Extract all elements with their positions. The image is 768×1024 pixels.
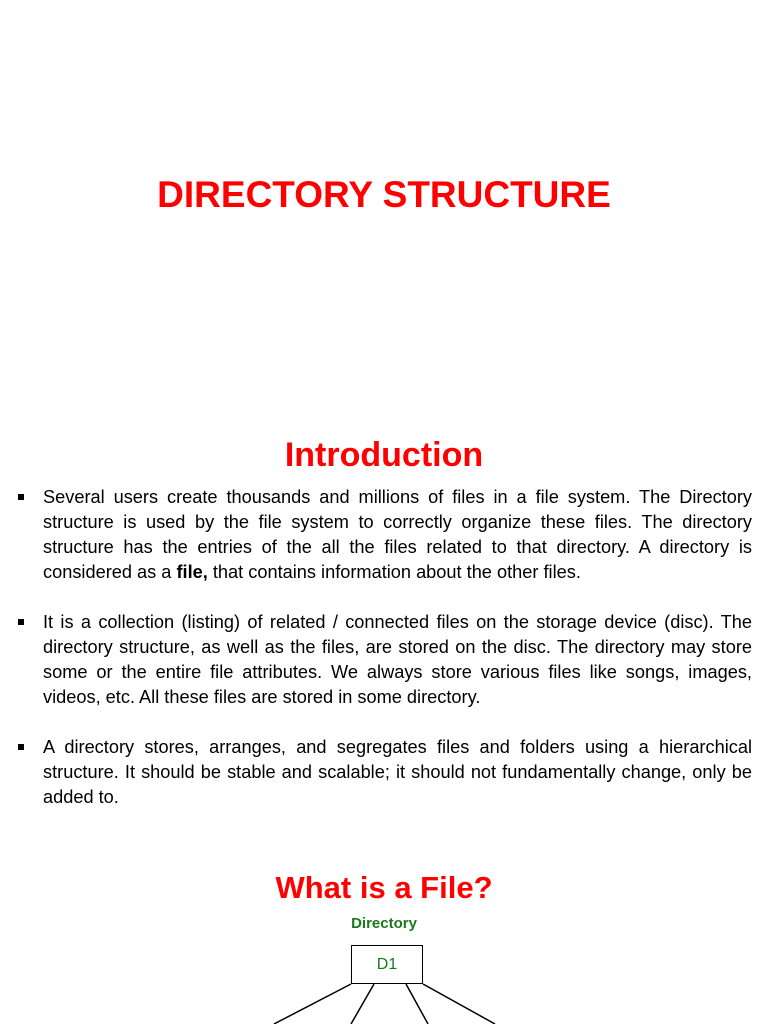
introduction-heading: Introduction	[284, 436, 484, 474]
bullet-item	[18, 610, 752, 710]
bullet-text: It is a collection (listing) of related / connected files on the storage device (disc). The directory structure, as well as the files, are stored on the disc. The directory may store some or the entire file attributes. We always store various files like songs, images, videos, etc. All these files are stored in some directory.	[43, 612, 752, 707]
directory-node-d1	[351, 945, 423, 984]
bullet-item	[18, 735, 752, 810]
directory-node-label: D1	[376, 955, 398, 973]
bullet-text: A directory stores, arranges, and segregates files and folders using a hierarchical structure. It should be stable and scalable; it should not fundamentally change, only be added to.	[43, 737, 752, 807]
bullet-text-start: Several users create thousands and millions of files in a file system. The Directory structure is used by the file system to correctly organize these files. The directory structure has the entries of the all the files related to that directory. A directory is considered as a	[43, 487, 752, 582]
square-bullet-icon	[18, 494, 24, 500]
square-bullet-icon	[18, 744, 24, 750]
bullet-text-end: that contains information about the other files.	[207, 562, 581, 582]
tree-branch-line	[423, 984, 495, 1024]
introduction-bullet-list	[18, 485, 752, 810]
bullet-text-bold: file,	[176, 562, 208, 582]
what-is-a-file-heading: What is a File?	[275, 870, 493, 905]
tree-branch-line	[351, 984, 374, 1024]
tree-branch-line	[274, 984, 351, 1024]
tree-branch-line	[406, 984, 428, 1024]
page-title: DIRECTORY STRUCTURE	[157, 174, 611, 215]
square-bullet-icon	[18, 619, 24, 625]
bullet-item	[18, 485, 752, 585]
directory-label: Directory	[351, 915, 417, 932]
